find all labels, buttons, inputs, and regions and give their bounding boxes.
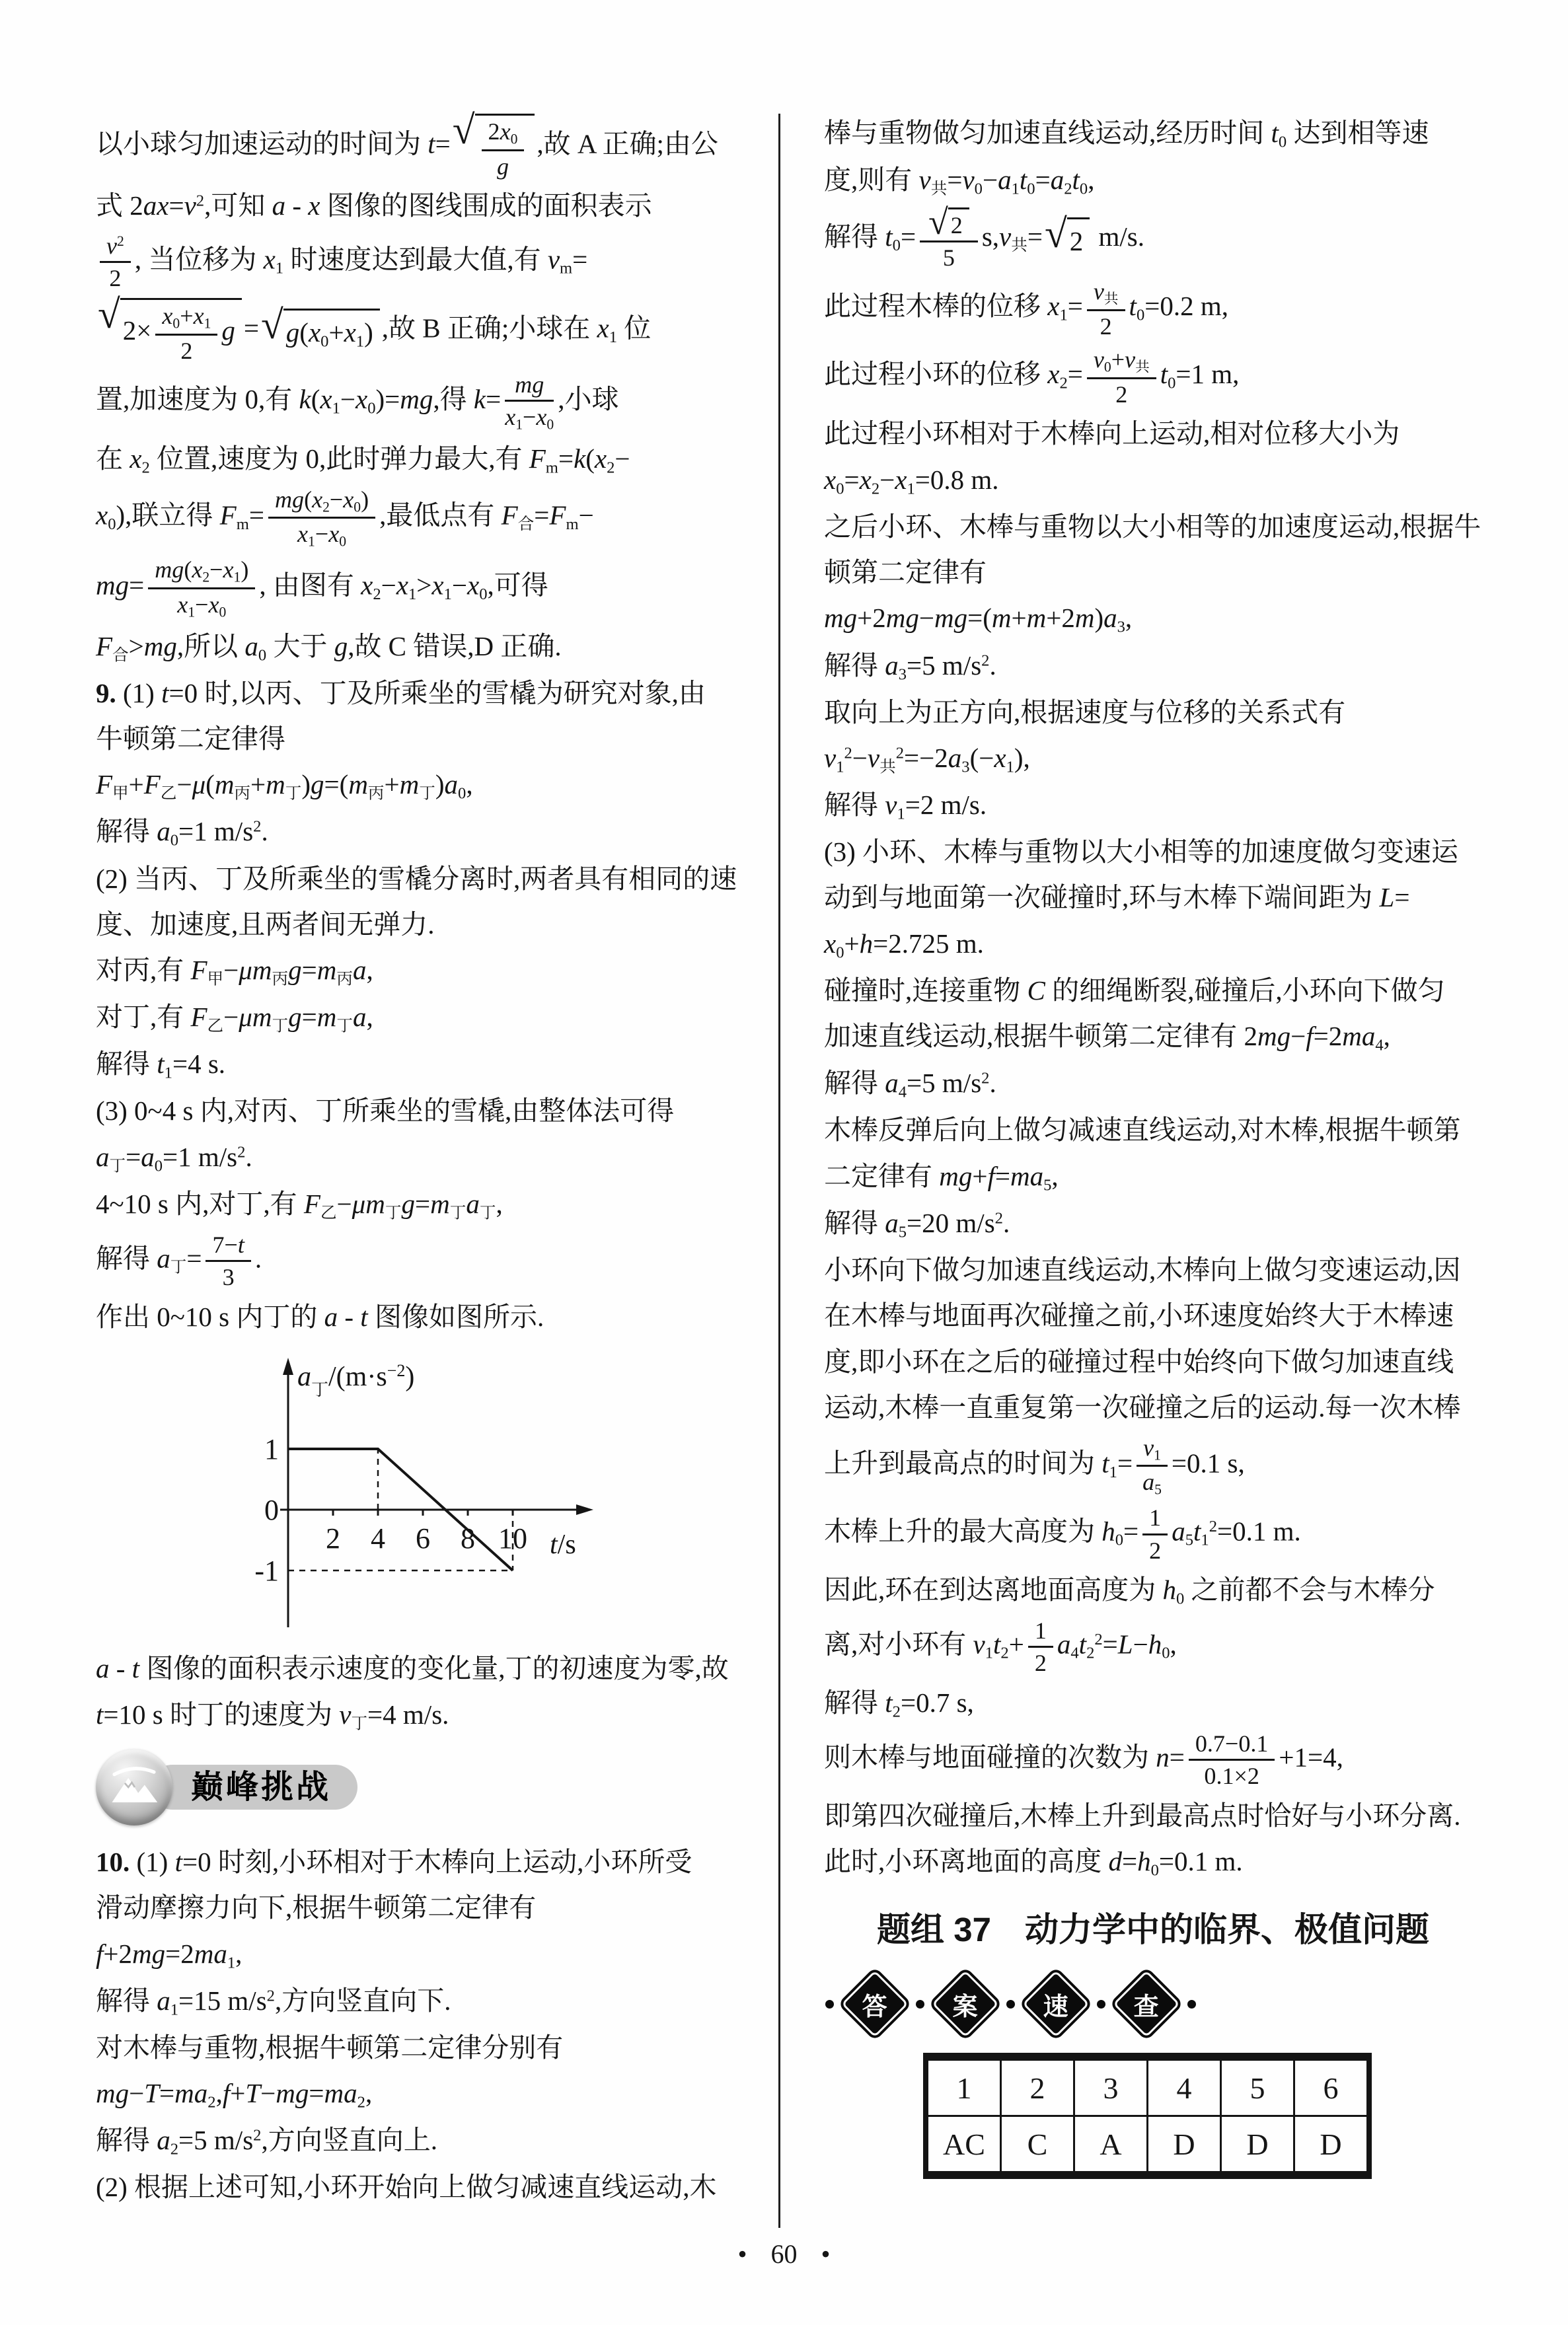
- text-line: 木棒反弹后向上做匀减速直线运动,对木棒,根据牛顿第: [824, 1115, 1461, 1146]
- text-line: 解得 $a_3=5$ $m/s^2$.: [824, 649, 996, 683]
- text-line: 牛顿第二定律得: [96, 723, 285, 754]
- text-line: $mg-T=ma_2,f+T-mg=ma_2$,: [96, 2078, 373, 2112]
- text-line: 木棒上升的最大高度为 $h_0=$ $\frac{1}{2}$ $a_5t_1^2=0.1$ m.: [824, 1504, 1301, 1564]
- svg-text:0: 0: [264, 1494, 279, 1527]
- dot-icon: [1006, 2000, 1015, 2009]
- text-line: $x_0+h=2.725$ m.: [824, 928, 984, 962]
- text-line: a - t 图像的面积表示速度的变化量,丁的初速度为零,故: [96, 1653, 729, 1684]
- svg-text:-1: -1: [254, 1555, 279, 1588]
- text-line: $x_0$),联立得 $F_m=$ $\frac{mg(x_2-x_0)}{x_1-x_0}$ ,最低点有 $F_合=F_m-$: [96, 486, 594, 550]
- dot-icon: [1187, 2000, 1196, 2009]
- text-line: 此过程小环的位移 $x_2=$ $v_0+v_共$ 2 $t_0=1$ m,: [824, 346, 1240, 408]
- question-number-cell: 2: [1001, 2057, 1074, 2116]
- svg-text:8: 8: [461, 1522, 475, 1555]
- svg-text:a丁/(m·s−2): $a_丁/(m\cdot s^{-2})$: [297, 1360, 415, 1399]
- text-line: 解得 $a_0=1$ $m/s^2$.: [96, 816, 268, 850]
- text-line: mg= $\frac{mg(x_2-x_1)}{x_1-x_0}$ , 由图有 $x_2-x_1>x_1-x_0$,可得: [96, 556, 548, 620]
- text-line: 对丙,有 $F_甲-\mu m_丙g=m_丙a$,: [96, 955, 373, 988]
- peak-challenge-label: 巅峰挑战: [150, 1765, 357, 1810]
- at-graph-figure: [251, 1348, 765, 1636]
- diamond-char: 查: [1133, 1993, 1160, 2021]
- answer-cell: D: [1221, 2116, 1294, 2176]
- section-heading: 题组 37 动力学中的临界、极值问题: [877, 1911, 1429, 1949]
- question-number-cell: 3: [1074, 2057, 1148, 2116]
- answer-cell: D: [1148, 2116, 1221, 2176]
- text-line: 在木棒与地面再次碰撞之前,小环速度始终大于木棒速: [824, 1300, 1454, 1331]
- question-number-cell: 1: [926, 2057, 1001, 2116]
- text-line: 之后小环、木棒与重物以大小相等的加速度运动,根据牛: [824, 511, 1481, 542]
- diamond-icon: [1113, 1970, 1180, 2038]
- text-line: (3) 小环、木棒与重物以大小相等的加速度做匀变速运: [824, 836, 1459, 867]
- text-line: 对丁,有 $F_乙-\mu m_丁g=m_丁a$,: [96, 1002, 373, 1035]
- text-line: $F_甲+F_乙-\mu(m_丙+m_丁)g=(m_丙+m_丁)a_0$,: [96, 769, 473, 803]
- text-line: 解得 $v_1=2$ m/s.: [824, 790, 987, 823]
- diamond-char: 案: [952, 1993, 979, 2021]
- text-line: 解得 $a_丁=$ $\frac{7-t}{3}$ .: [96, 1231, 262, 1291]
- answer-cell: A: [1074, 2116, 1148, 2176]
- at-graph: [251, 1348, 621, 1633]
- mountain-icon: [96, 1749, 172, 1826]
- text-line: 式 $2ax=v^2$,可知 a - x 图像的图线围成的面积表示: [96, 190, 652, 221]
- text-line: 解得 $a_5=20$ $m/s^2$.: [824, 1207, 1010, 1241]
- svg-text:6: 6: [416, 1522, 430, 1555]
- text-line: 此过程小环相对于木棒向上运动,相对位移大小为: [824, 418, 1400, 449]
- text-line: 置,加速度为 0,有 $k(x_1-x_0)=mg$,得 k= $\frac{mg}{x_1-x_0}$ ,小球: [96, 371, 619, 433]
- text-line: √ 2× $\frac{x_0+x_1}{2}$ g = √ $g(x_0+x_1)$ ,故 B 正确;小球在 $x_1$ 位: [98, 292, 652, 365]
- text-line: 对木棒与重物,根据牛顿第二定律分别有: [96, 2032, 564, 2063]
- diamond-char: 速: [1043, 1993, 1069, 2021]
- text-line: $\frac{v^2}{2}$ , 当位移为 $x_1$ 时速度达到最大值,有 $v_m=$: [96, 233, 765, 292]
- text-line: $f+2mg=2ma_1$,: [96, 1938, 243, 1972]
- text-line: 碰撞时,连接重物 C 的细绳断裂,碰撞后,小环向下做匀: [824, 975, 1445, 1006]
- text-line: $mg+2mg-mg=(m+m+2m)a_3$,: [824, 603, 1133, 636]
- text-line: 以小球匀加速运动的时间为 t= √ $\frac{2x_0}{g}$ ,故 A 正确;由公: [96, 108, 718, 180]
- text-line: $a_丁=a_0=1$ $m/s^2$.: [96, 1141, 252, 1175]
- text-line: 离,对小环有 $v_1t_2+$ $\frac{1}{2}$ $a_4t_2^2=L-h_0$,: [824, 1617, 1177, 1677]
- text-line: 度,即小环在之后的碰撞过程中始终向下做匀加速直线: [824, 1346, 1454, 1377]
- text-line: 解得 $a_4=5$ $m/s^2$.: [824, 1068, 996, 1101]
- diamond-icon: [932, 1970, 999, 2038]
- text-line: $x_0=x_2-x_1=0.8$ m.: [824, 464, 999, 498]
- answer-cell: C: [1001, 2116, 1074, 2176]
- text-line: 作出 0~10 s 内丁的 a - t 图像如图所示.: [96, 1301, 544, 1332]
- text-line: 则木棒与地面碰撞的次数为 n= $\frac{0.7-0.1}{0.1\times 2}$ +1=4,: [824, 1730, 1343, 1790]
- text-line: 因此,环在到达离地面高度为 $h_0$ 之前都不会与木棒分: [824, 1574, 1435, 1608]
- footer-left-dot-icon: •: [737, 2239, 747, 2269]
- page-number: [0, 2238, 1568, 2270]
- two-column-layout: [96, 108, 1482, 2214]
- text-line: (2) 根据上述可知,小环开始向上做匀减速直线运动,木: [96, 2172, 717, 2203]
- text-line: 即第四次碰撞后,木棒上升到最高点时恰好与小环分离.: [824, 1800, 1461, 1831]
- text-line: 运动,木棒一直重复第一次碰撞之后的运动.每一次木棒: [824, 1392, 1461, 1423]
- table-row-answers: [926, 2116, 1369, 2176]
- answer-cell: AC: [926, 2116, 1001, 2176]
- text-line: (3) 0~4 s 内,对丙、丁所乘坐的雪橇,由整体法可得: [96, 1095, 675, 1126]
- dot-icon: [1097, 2000, 1105, 2009]
- text-line: 小环向下做匀加速直线运动,木棒向上做匀变速运动,因: [824, 1254, 1461, 1285]
- text-line: 解得 $t_1=4$ s.: [96, 1049, 226, 1082]
- svg-text:10: 10: [498, 1522, 527, 1555]
- text-line: 度、加速度,且两者间无弹力.: [96, 908, 435, 940]
- text-line: 顿第二定律有: [824, 557, 987, 588]
- text-line: $v_1^2-v_共^2=-2a_3(-x_1)$,: [824, 742, 1030, 776]
- text-line: 此过程木棒的位移 $x_1=$ $v_共$ 2 $t_0=0.2$ m,: [824, 277, 1228, 340]
- text-line: $F_合>mg$,所以 $a_0$ 大于 g,故 C 错误,D 正确.: [96, 630, 562, 664]
- text-line: 此时,小环离地面的高度 $d=h_0=0.1$ m.: [824, 1846, 1243, 1880]
- left-column: [96, 108, 765, 2214]
- page-number-value: 60: [770, 2239, 798, 2269]
- text-line: 度,则有 $v_共=v_0-a_1t_0=a_2t_0$,: [824, 165, 1095, 198]
- text-line: 解得 $a_1=15$ $m/s^2$,方向竖直向下.: [96, 1985, 451, 2018]
- question-number-cell: 4: [1148, 2057, 1221, 2116]
- text-line: (2) 当丙、丁及所乘坐的雪橇分离时,两者具有相同的速: [96, 863, 737, 894]
- svg-text:4: 4: [371, 1522, 385, 1555]
- text-line: 滑动摩擦力向下,根据牛顿第二定律有: [96, 1892, 537, 1923]
- text-line: 动到与地面第一次碰撞时,环与木棒下端间距为 L=: [824, 882, 1410, 913]
- footer-right-dot-icon: •: [821, 2239, 831, 2269]
- text-line: 加速直线运动,根据牛顿第二定律有 $2mg-f=2ma_4$,: [824, 1021, 1390, 1054]
- answers-table: [923, 2053, 1372, 2179]
- svg-text:t/s: t/s: [550, 1530, 576, 1561]
- text-line: 二定律有 $mg+f=ma_5$,: [824, 1160, 1059, 1195]
- text-line: t=10 s 时丁的速度为 $v_丁=4$ m/s.: [96, 1699, 449, 1733]
- svg-text:1: 1: [264, 1433, 279, 1466]
- text-line: 上升到最高点的时间为 $t_1=$ $\frac{v_1}{a_5}$ =0.1 s,: [824, 1434, 1245, 1498]
- question-number-cell: 5: [1221, 2057, 1294, 2116]
- answer-quick-check-badge: [825, 1974, 1482, 2034]
- peak-challenge-badge: [96, 1749, 765, 1826]
- table-row-question-numbers: [926, 2057, 1369, 2116]
- right-column: [824, 114, 1482, 2179]
- diamond-icon: [1022, 1970, 1090, 2038]
- text-line: 在 $x_2$ 位置,速度为 0,此时弹力最大,有 $F_m=k(x_2-$: [96, 443, 630, 476]
- dot-icon: [825, 2000, 834, 2009]
- text-line: 解得 $a_2=5$ $m/s^2$,方向竖直向上.: [96, 2125, 437, 2159]
- question-number-cell: 6: [1294, 2057, 1370, 2116]
- svg-text:2: 2: [326, 1522, 340, 1555]
- answer-cell: D: [1294, 2116, 1370, 2176]
- text-line: 解得 $t_0=$ √ 2 5 $s,v_共=$ √ 2 m/s.: [824, 202, 1144, 272]
- diamond-icon: [841, 1970, 909, 2038]
- diamond-char: 答: [862, 1993, 888, 2021]
- dot-icon: [916, 2000, 924, 2009]
- text-line: 取向上为正方向,根据速度与位移的关系式有: [824, 696, 1346, 727]
- text-line: 棒与重物做匀加速直线运动,经历时间 $t_0$ 达到相等速: [824, 118, 1429, 151]
- text-line: 4~10 s 内,对丁,有 $F_乙-\mu m_丁g=m_丁a_丁$,: [96, 1188, 503, 1222]
- text-line: 10. (1) t=0 时刻,小环相对于木棒向上运动,小环所受: [96, 1846, 692, 1877]
- text-line: 解得 $t_2=0.7$ s,: [824, 1687, 974, 1721]
- text-line: 9. (1) t=0 时,以丙、丁及所乘坐的雪橇为研究对象,由: [96, 677, 706, 708]
